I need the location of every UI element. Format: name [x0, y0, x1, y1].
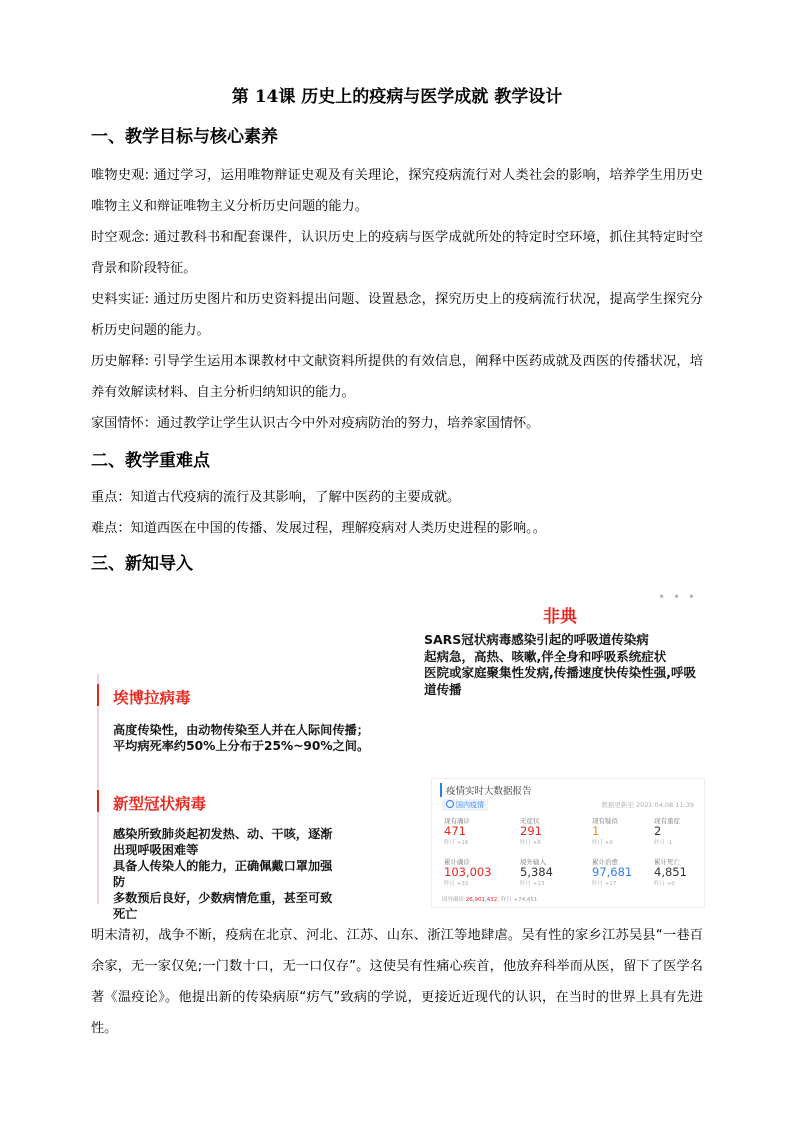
- stat-change: 昨日 +0: [592, 840, 613, 846]
- stats-date: 数据更新至 2021.04.08 11:39: [601, 801, 694, 809]
- stat-label: 现有疑似: [592, 817, 618, 825]
- section-heading-intro: 三、新知导入: [91, 554, 193, 574]
- objective-spacetime: 时空观念: 通过教科书和配套课件，认识历史上的疫病与医学成就所处的特定时空环境，抓住其特定时空背景和阶段特征。: [91, 230, 703, 276]
- tab-domestic-label: 国内疫情: [456, 801, 484, 809]
- sars-title: 非典: [543, 607, 577, 627]
- overseas-value: 26,901,432: [465, 897, 498, 903]
- stat-value: 2: [654, 824, 662, 838]
- objective-evidence: 史料实证: 通过历史图片和历史资料提出问题、设置悬念，探究历史上的疫病流行状况，提高学生探究分析历史问题的能力。: [91, 292, 703, 338]
- stat-label: 累计死亡: [654, 858, 680, 866]
- stat-cell: [520, 816, 582, 846]
- ebola-line: 平均病死率约50%上分布于25%~90%之间。: [113, 739, 370, 753]
- stat-change: 昨日 -1: [654, 840, 673, 846]
- covid-line: 多数预后良好，少数病情危重，甚至可致死亡: [113, 891, 333, 921]
- stat-label: 累计确诊: [444, 858, 470, 866]
- stat-label: 境外输入: [520, 858, 546, 866]
- key-point: 重点：知道古代疫病的流行及其影响，了解中医药的主要成就。: [91, 490, 461, 505]
- stat-change: 昨日 +17: [592, 881, 617, 887]
- covid-description: [113, 826, 343, 922]
- intro-paragraph: 明末清初，战争不断，疫病在北京、河北、江苏、山东、浙江等地肆虐。吴有性的家乡江苏吴县“一巷百余家，无一家仅免;一门数十口，无一口仅存”。这使吴有性痛心疾首，他放弃科举而从医，留下了医学名著《温疫论》。他提出新的传染病原“疠气”致病的学说，更接近近现代的认识，在当时的世界上具有先进性。: [91, 928, 703, 1036]
- objective-patriotism: 家国情怀：通过教学让学生认识古今中外对疫病防治的努力，培养家国情怀。: [91, 416, 540, 431]
- stat-cell: [444, 816, 506, 846]
- stat-label: 累计治愈: [592, 858, 618, 866]
- section-heading-objectives: 一、教学目标与核心素养: [91, 127, 278, 147]
- difficult-point: 难点：知道西医在中国的传播、发展过程，理解疫病对人类历史进程的影响。。: [91, 521, 546, 536]
- stat-cell: [520, 857, 582, 887]
- overseas-label: 国外确诊: [442, 897, 465, 903]
- divider-line: [97, 674, 99, 904]
- stat-label: 现有确诊: [444, 817, 470, 825]
- ebola-marker: [97, 684, 99, 706]
- covid-title: 新型冠状病毒: [113, 795, 207, 813]
- more-dots-icon: • • •: [658, 590, 697, 604]
- epidemic-figure: [91, 590, 703, 921]
- stat-change: 昨日 +0: [654, 881, 675, 887]
- objective-materialism: 唯物史观: 通过学习，运用唯物辩证史观及有关理论，探究疫病流行对人类社会的影响，培养学生用历史唯物主义和辩证唯物主义分析历史问题的能力。: [91, 168, 703, 214]
- ebola-line: 高度传染性，由动物传染至人并在人际间传播；: [113, 723, 369, 737]
- epidemic-stats-panel: [431, 778, 705, 908]
- stat-value: 1: [592, 824, 600, 838]
- sars-line: SARS冠状病毒感染引起的呼吸道传染病: [424, 632, 649, 647]
- sars-line: 医院或家庭聚集性发病,传播速度快传染性强,呼吸道传播: [424, 665, 696, 697]
- stats-footer: 国外确诊 26,901,432, 昨日 +74,451: [442, 897, 538, 903]
- stat-value: 4,851: [654, 865, 687, 879]
- objective-interpretation: 历史解释: 引导学生运用本课教材中文献资料所提供的有效信息，阐释中医药成就及西医的传播状况，培养有效解读材料、自主分析归纳知识的能力。: [91, 354, 703, 400]
- stat-value: 103,003: [444, 865, 492, 879]
- stat-cell: [592, 857, 654, 887]
- stat-value: 471: [444, 824, 466, 838]
- covid-marker: [97, 790, 99, 812]
- stat-change: 昨日 +6: [520, 840, 541, 846]
- stat-change: 昨日 +16: [444, 840, 469, 846]
- stat-value: 5,384: [520, 865, 553, 879]
- stat-value: 97,681: [592, 865, 633, 879]
- section-heading-keypoints: 二、教学重难点: [91, 451, 210, 471]
- overseas-sub: 昨日 +74,451: [500, 897, 538, 903]
- covid-line: 感染所致肺炎起初发热、动、干咳，逐渐出现呼吸困难等: [113, 827, 333, 857]
- stat-cell: [654, 857, 716, 887]
- covid-line: 具备人传染人的能力，正确佩戴口罩加强防: [113, 859, 333, 889]
- ebola-description: [113, 722, 433, 754]
- page-title: 第 14课 历史上的疫病与医学成就 教学设计: [231, 87, 563, 107]
- stat-cell: [592, 816, 654, 846]
- tab-domestic[interactable]: [442, 799, 488, 811]
- ebola-title: 埃博拉病毒: [113, 689, 191, 707]
- stat-change: 昨日 +33: [444, 881, 469, 887]
- stat-cell: [444, 857, 506, 887]
- stat-cell: [654, 816, 716, 846]
- stat-label: 无症状: [520, 817, 540, 825]
- sars-description: [424, 632, 703, 698]
- globe-icon: [446, 800, 454, 808]
- sars-line: 起病急，高热、咳嗽,伴全身和呼吸系统症状: [424, 648, 667, 664]
- stat-change: 昨日 +13: [520, 881, 545, 887]
- stat-value: 291: [520, 824, 542, 838]
- stat-label: 现有重症: [654, 817, 680, 825]
- stats-header: 疫情实时大数据报告: [440, 783, 532, 797]
